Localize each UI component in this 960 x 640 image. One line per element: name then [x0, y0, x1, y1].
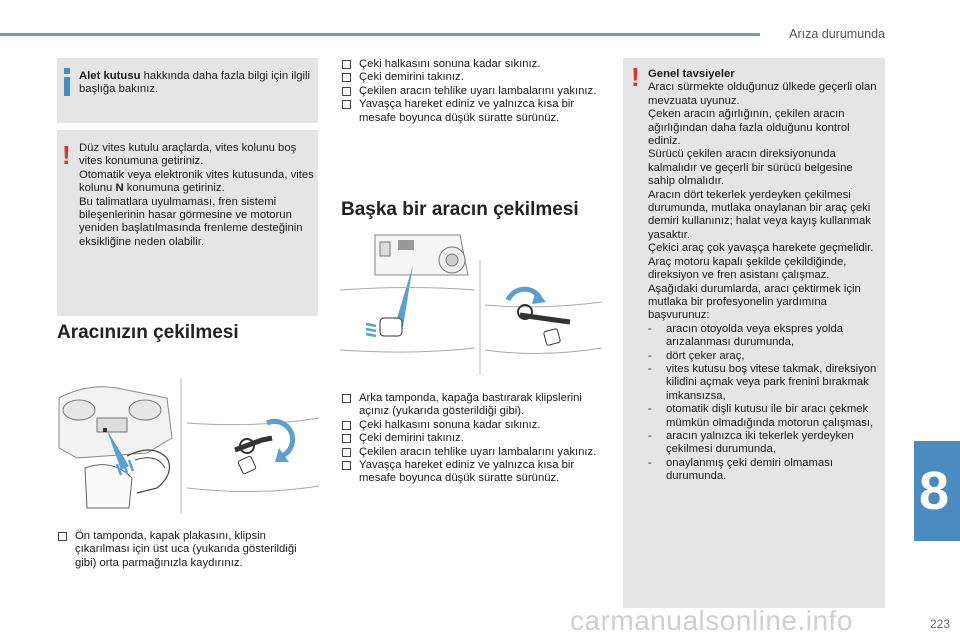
front-bumper-drawing — [57, 378, 320, 513]
step-text: Çeki demirini takınız. — [359, 432, 464, 445]
page-number: 223 — [929, 617, 950, 631]
checkbox-bullet-icon — [342, 421, 351, 430]
warning-text — [79, 142, 314, 249]
list-item — [648, 350, 882, 363]
advice-para: Aşağıdaki durumlarda, aracı çektirmek için mutlaka bir profesyonelin yardımına başvurunuz: — [648, 282, 861, 322]
dash-item-text: dört çeker araç, — [666, 349, 745, 362]
dash-item-text: otomatik dişli kutusu ile bir aracı çekmek mümkün olmadığında motorun çalışması, — [666, 403, 874, 429]
checkbox-bullet-icon — [342, 448, 351, 457]
dash-item-text: vites kutusu boş vitese takmak, direksiyon kilidini açmak veya park frenini bırakmak imkansızsa, — [666, 362, 877, 402]
step-text: Çekilen aracın tehlike uyarı lambalarını yakınız. — [359, 84, 597, 97]
warning-para-part: Otomatik veya elektronik vites kutusunda, vites kolunu — [79, 168, 314, 195]
step-text: Çeki halkasını sonuna kadar sıkınız. — [359, 58, 541, 70]
advice-para: Araç motoru kapalı şekilde çekildiğinde, direksiyon ve fren asistanı çalışmaz. — [648, 255, 847, 282]
warning-para — [79, 169, 314, 196]
list-item — [341, 98, 606, 125]
checkbox-bullet-icon — [342, 87, 351, 96]
info-icon — [64, 68, 72, 96]
dash-bullet: - — [648, 429, 652, 442]
warning-icon: ! — [62, 140, 71, 170]
list-item — [648, 363, 882, 403]
column2-top-steps — [341, 58, 606, 125]
list-item — [341, 419, 606, 432]
checkbox-bullet-icon — [58, 532, 67, 541]
warning-para: Düz vites kutulu araçlarda, vites kolunu boş vites konumuna getiriniz. — [79, 142, 297, 168]
list-item — [341, 58, 606, 71]
checkbox-bullet-icon — [342, 73, 351, 82]
step-text: Yavaşça hareket ediniz ve yalnızca kısa bir mesafe boyunca düşük süratte sürünüz. — [359, 459, 575, 485]
rear-bumper-drawing — [340, 230, 602, 375]
step-text: Çekilen aracın tehlike uyarı lambalarını yakınız. — [359, 445, 597, 458]
checkbox-bullet-icon — [342, 100, 351, 109]
step-list — [341, 58, 606, 125]
dash-item-text: aracın otoyolda veya ekspres yolda arızalanması durumunda, — [666, 322, 844, 349]
step-text: Arka tamponda, kapağa bastırarak klipslerini açınız (yukarıda gösterildiği gibi). — [359, 392, 582, 418]
towing-steps — [57, 530, 312, 570]
advice-para: Aracı sürmekte olduğunuz ülkede geçerli olan mevzuata uyunuz. — [648, 81, 877, 107]
other-vehicle-heading: Başka bir aracın çekilmesi — [341, 199, 579, 220]
step-text: Ön tamponda, kapak plakasını, klipsin çıkarılması için üst uca (yukarıda gösterildiği gibi) orta parmağınızla kaydırınız. — [75, 530, 297, 569]
info-rest: hakkında daha fazla bilgi için ilgili başlığa bakınız. — [79, 70, 311, 96]
warning-box-gearbox — [57, 130, 318, 316]
advice-para: Çeken aracın ağırlığının, çekilen aracın ağırlığından daha fazla olduğunu kontrol ediniz. — [648, 108, 850, 148]
warning-box-general-advice — [623, 58, 885, 608]
checkbox-bullet-icon — [342, 434, 351, 443]
chapter-tab — [914, 441, 960, 541]
neutral-position: N — [115, 182, 124, 195]
list-item — [648, 430, 882, 457]
dash-bullet: - — [648, 456, 652, 469]
other-vehicle-steps — [341, 392, 606, 486]
dash-item-text: onaylanmış çeki demiri olmaması durumunda. — [666, 456, 833, 483]
warning-para: Bu talimatlara uyulmaması, fren sistemi bileşenlerinin hasar görmesine ve motorun yeniden başlatılmasında frenleme desteğinin eksikliğine neden olabilir. — [79, 195, 303, 248]
dash-bullet: - — [648, 349, 652, 362]
list-item — [341, 392, 606, 419]
warning-icon: ! — [631, 62, 640, 92]
list-item — [341, 432, 606, 445]
checkbox-bullet-icon — [342, 394, 351, 403]
warning-para-part: konumuna getiriniz. — [123, 182, 225, 195]
list-item — [648, 457, 882, 484]
rear-bumper-illustration — [340, 230, 602, 375]
list-item — [341, 85, 606, 98]
advice-para: Aracın dört tekerlek yerdeyken çekilmesi durumunda, mutlaka onaylanan bir araç çeki demiri kullanınız; halat veya kayış kullanmak yasaktır. — [648, 188, 871, 241]
advice-para: Sürücü çekilen aracın direksiyonunda kalmalıdır ve geçerli bir sürücü belgesine sahip olmalıdır. — [648, 148, 853, 188]
list-item — [341, 459, 606, 486]
checkbox-bullet-icon — [342, 60, 351, 69]
front-bumper-illustration — [57, 378, 320, 513]
professional-help-list — [648, 323, 882, 484]
list-item — [648, 403, 882, 430]
towing-heading: Aracınızın çekilmesi — [57, 322, 239, 343]
watermark: carmanualsonline.info — [570, 605, 853, 636]
dash-bullet: - — [648, 322, 652, 335]
general-advice-title: Genel tavsiyeler — [648, 68, 735, 80]
checkbox-bullet-icon — [342, 461, 351, 470]
info-bold: Alet kutusu — [79, 70, 141, 82]
general-advice-text — [648, 68, 882, 484]
list-item — [341, 71, 606, 84]
list-item — [341, 446, 606, 459]
step-text: Çeki halkasını sonuna kadar sıkınız. — [359, 418, 541, 431]
info-text — [79, 70, 311, 97]
section-title: Arıza durumunda — [789, 27, 885, 41]
towing-step-list — [57, 530, 312, 570]
chapter-number: 8 — [918, 461, 950, 521]
list-item — [648, 323, 882, 350]
dash-item-text: aracın yalnızca iki tekerlek yerdeyken çekilmesi durumunda, — [666, 429, 854, 456]
dash-bullet: - — [648, 403, 652, 416]
dash-bullet: - — [648, 362, 652, 375]
advice-para: Çekici araç çok yavaşça harekete geçmelidir. — [648, 242, 874, 255]
list-item — [57, 530, 312, 570]
step-text: Yavaşça hareket ediniz ve yalnızca kısa bir mesafe boyunca düşük süratte sürünüz. — [359, 98, 575, 124]
header-rule — [0, 33, 760, 36]
info-box — [57, 58, 318, 123]
step-text: Çeki demirini takınız. — [359, 71, 464, 84]
step-list — [341, 392, 606, 486]
